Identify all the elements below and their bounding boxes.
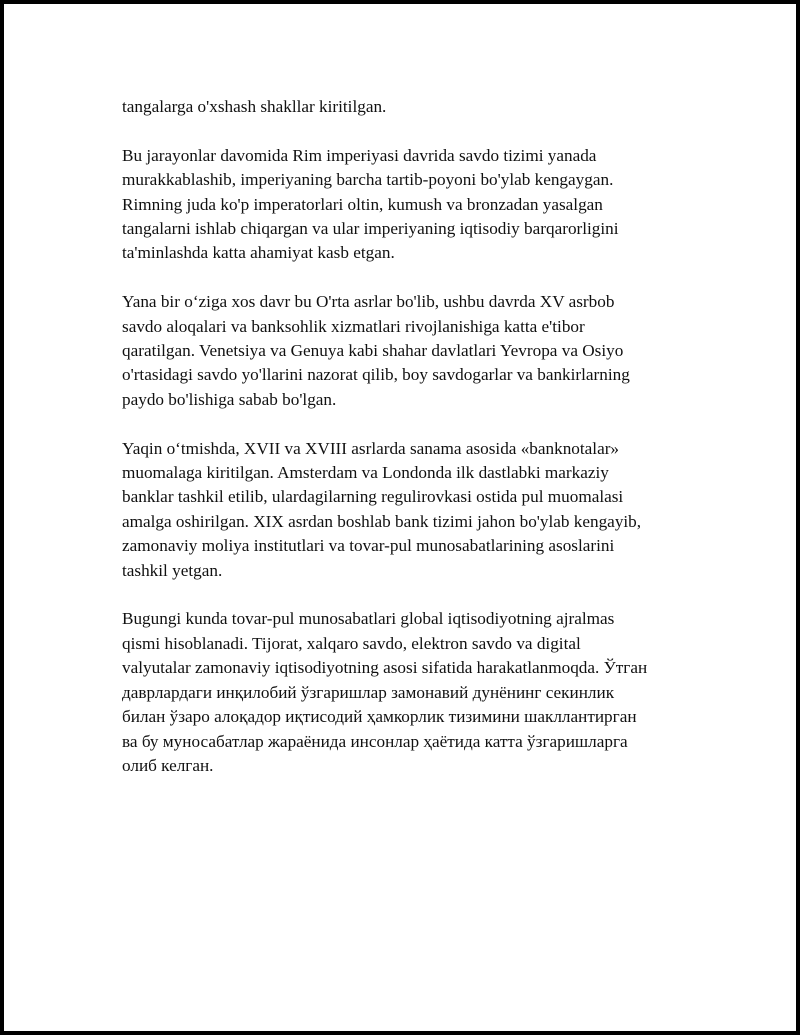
text-line: savdo aloqalari va banksohlik xizmatlari rivojlanishiga katta e'tibor [122,316,585,336]
text-line: tashkil yetgan. [122,560,223,580]
text-line: muomalaga kiritilgan. Amsterdam va Londonda ilk dastlabki markaziy [122,463,609,483]
text-line: murakkablashib, imperiyaning barcha tartib-poyoni bo'ylab kengaygan. [122,170,614,190]
paragraph-3 [122,290,697,412]
text-line: paydo bo'lishiga sabab bo'lgan. [122,389,337,409]
text-line: zamonaviy moliya institutlari va tovar-pul munosabatlarining asoslarini [122,536,615,556]
paragraph-5 [122,607,697,778]
text-line: qaratilgan. Venetsiya va Genuya kabi shahar davlatlari Yevropa va Osiyo [122,341,624,361]
text-line: tangalarga o'xshash shakllar kiritilgan. [122,97,387,116]
text-line: Bugungi kunda tovar-pul munosabatlari global iqtisodiyotning ajralmas [122,609,615,629]
text-line: билан ўзаро алоқадор иқтисодий ҳамкорлик тизимини шакллантирган [122,707,637,727]
text-line: amalga oshirilgan. XIX asrdan boshlab bank tizimi jahon bo'ylab kengayib, [122,511,642,531]
document-body [122,95,697,803]
text-line: ta'minlashda katta ahamiyat kasb etgan. [122,243,395,263]
text-line: Yaqin o‘tmishda, XVII va XVIII asrlarda sanama asosida «banknotalar» [122,438,620,458]
text-line: даврлардаги инқилобий ўзгаришлар замонавий дунёнинг секинлик [122,682,615,702]
text-line: banklar tashkil etilib, ulardagilarning regulirovkasi ostida pul muomalasi [122,487,624,507]
text-line: ва бу муносабатлар жараёнида инсонлар ҳаётида катта ўзгаришларга [122,731,628,751]
text-line: valyutalar zamonaviy iqtisodiyotning asosi sifatida harakatlanmoqda. Ўтган [122,658,648,678]
text-line: олиб келган. [122,755,214,775]
text-line: Rimning juda ko'p imperatorlari oltin, kumush va bronzadan yasalgan [122,194,603,214]
text-line: qismi hisoblanadi. Tijorat, xalqaro savdo, elektron savdo va digital [122,633,581,653]
paragraph-4 [122,437,697,583]
text-line: o'rtasidagi savdo yo'llarini nazorat qilib, boy savdogarlar va bankirlarning [122,365,630,385]
paragraph-2 [122,144,697,266]
paragraph-1 [122,95,697,119]
text-line: Bu jarayonlar davomida Rim imperiyasi davrida savdo tizimi yanada [122,145,597,165]
text-line: Yana bir o‘ziga xos davr bu O'rta asrlar bo'lib, ushbu davrda XV asrbob [122,292,615,312]
text-line: tangalarni ishlab chiqargan va ular imperiyaning iqtisodiy barqarorligini [122,219,619,239]
